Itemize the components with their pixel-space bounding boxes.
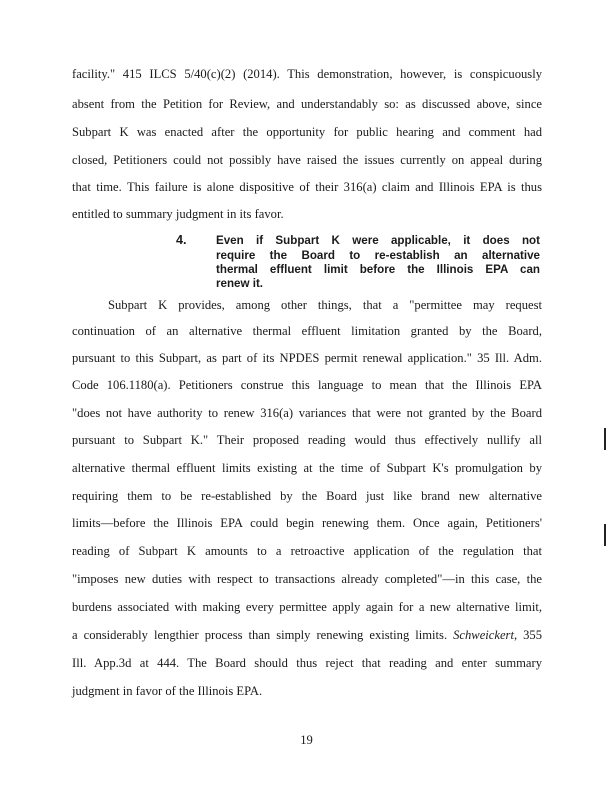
scan-edge-mark-lower: [604, 524, 606, 546]
paragraph-1-line-6: entitled to summary judgment in its favor.: [72, 207, 284, 221]
paragraph-1-line-4: closed, Petitioners could not possibly have raised the issues currently on appeal during: [72, 153, 542, 167]
paragraph-1-line-5: that time. This failure is alone dispositive of their 316(a) claim and Illinois EPA is thus: [72, 180, 542, 194]
citation-volume: , 355: [513, 628, 543, 642]
paragraph-2-line-6: pursuant to Subpart K." Their proposed reading would thus effectively nullify all: [72, 433, 542, 447]
page-number: 19: [300, 733, 313, 747]
paragraph-2-line-15: judgment in favor of the Illinois EPA.: [72, 684, 263, 698]
section-heading-line-4: renew it.: [216, 277, 264, 290]
paragraph-2-line-1: Subpart K provides, among other things, that a "permittee may request: [108, 298, 542, 312]
paragraph-2-line-13: [72, 627, 542, 643]
paragraph-2-line-5: "does not have authority to renew 316(a) variances that were not granted by the Board: [72, 406, 542, 420]
paragraph-1-line-2: absent from the Petition for Review, and understandably so: as discussed above, since: [72, 97, 542, 111]
citation-lead-text: a considerably lengthier process than simply renewing existing limits.: [72, 628, 448, 642]
case-citation: Schweickert: [453, 628, 514, 642]
paragraph-2-line-11: "imposes new duties with respect to transactions already completed"—in this case, the: [72, 572, 542, 586]
paragraph-2-line-12: burdens associated with making every permittee apply again for a new alternative limit,: [72, 600, 542, 614]
section-heading-line-3: thermal effluent limit before the Illinois EPA can: [216, 263, 540, 276]
paragraph-1-line-3: Subpart K was enacted after the opportunity for public hearing and comment had: [72, 125, 542, 139]
paragraph-2-line-7: alternative thermal effluent limits existing at the time of Subpart K's promulgation by: [72, 461, 542, 475]
paragraph-2-line-14: Ill. App.3d at 444. The Board should thus reject that reading and enter summary: [72, 656, 542, 670]
paragraph-2-line-8: requiring them to be re-established by the Board just like brand new alternative: [72, 489, 542, 503]
paragraph-2-line-10: reading of Subpart K amounts to a retroactive application of the regulation that: [72, 544, 542, 558]
section-number: 4.: [176, 233, 187, 247]
section-heading-line-2: require the Board to re-establish an alternative: [216, 249, 540, 262]
paragraph-2-line-2: continuation of an alternative thermal effluent limitation granted by the Board,: [72, 324, 542, 338]
scan-edge-mark-upper: [604, 428, 606, 450]
paragraph-2-line-9: limits—before the Illinois EPA could begin renewing them. Once again, Petitioners': [72, 516, 542, 530]
paragraph-2-line-4: Code 106.1180(a). Petitioners construe this language to mean that the Illinois EPA: [72, 378, 542, 392]
section-heading-line-1: Even if Subpart K were applicable, it does not: [216, 234, 540, 247]
paragraph-1-line-1: facility." 415 ILCS 5/40(c)(2) (2014). This demonstration, however, is conspicuously: [72, 67, 542, 81]
paragraph-2-line-3: pursuant to this Subpart, as part of its NPDES permit renewal application." 35 Ill. Adm.: [72, 351, 542, 365]
